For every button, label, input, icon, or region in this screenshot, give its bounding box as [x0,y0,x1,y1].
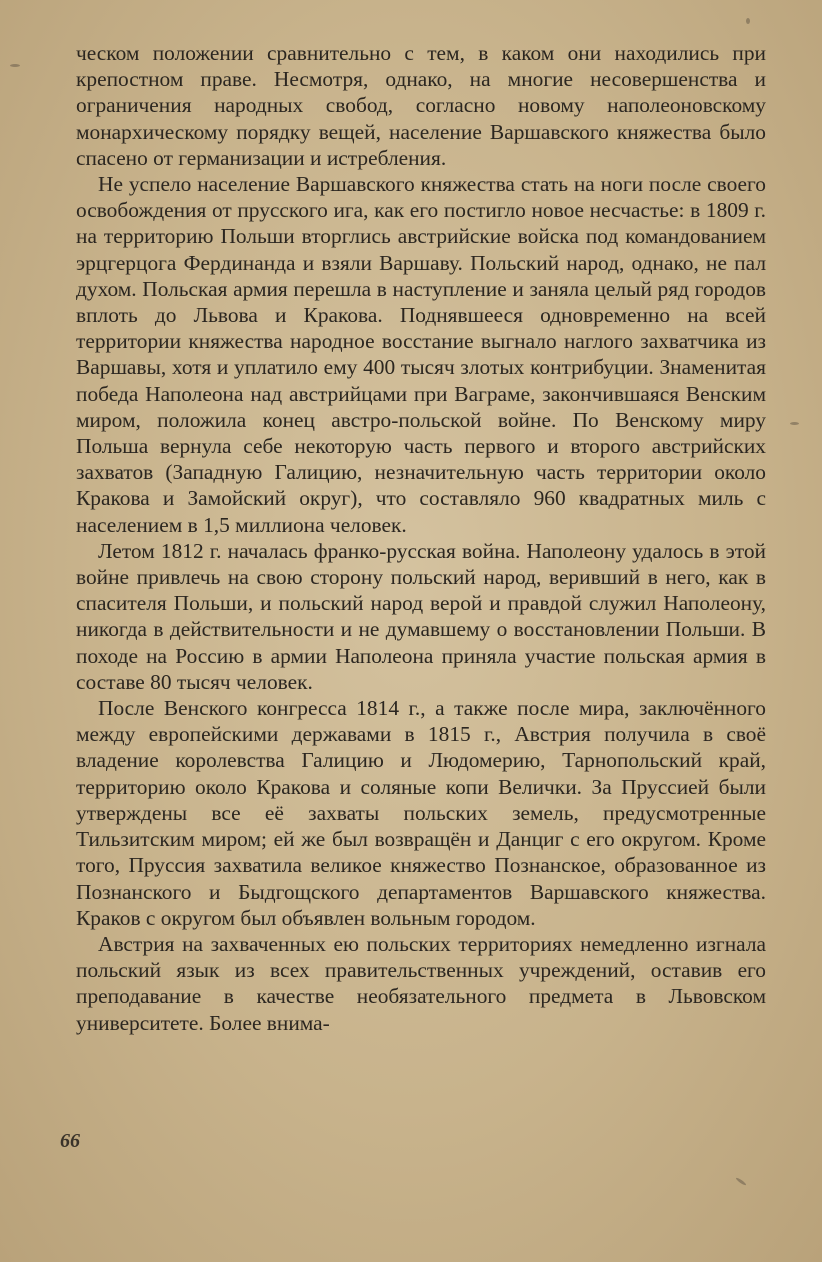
ink-smudge-top-right [746,18,750,24]
paragraph-3: Летом 1812 г. началась франко-русская война. Наполеону удалось в этой войне привлечь на свою сторону польский народ, веривший в него, как в спасителя Польши, и польский народ верой и правдой служил Наполеону, никогда в действительности и не думавшему о восстановлении Польши. В походе на Россию в армии Наполеона приняла участие польская армия в составе 80 тысяч человек. [76,538,766,694]
ink-smudge-bottom-right [735,1177,747,1186]
page-body-text [76,40,766,1036]
ink-smudge-left-margin [10,64,20,67]
page-number: 66 [60,1130,80,1152]
paragraph-5: Австрия на захваченных ею польских территориях немедленно изгнала польский язык из всех правительственных учреждений, оставив его преподавание в качестве необязательного предмета в Львовском университете. Более внима- [76,931,766,1035]
paragraph-1: ческом положении сравнительно с тем, в каком они находились при крепостном праве. Несмотря, однако, на многие несовершенства и ограничения народных свобод, согласно новому наполеоновскому монархическому порядку вещей, население Варшавского княжества было спасено от германизации и истребления. [76,41,766,170]
paragraph-2: Не успело население Варшавского княжества стать на ноги после своего освобождения от прусского ига, как его постигло новое несчастье: в 1809 г. на территорию Польши вторглись австрийские войска под командованием эрцгерцога Фердинанда и взяли Варшаву. Польский народ, однако, не пал духом. Польская армия перешла в наступление и заняла целый ряд городов вплоть до Львова и Кракова. Поднявшееся одновременно на всей территории княжества народное восстание выгнало наглого захватчика из Варшавы, хотя и уплатило ему 400 тысяч злотых контрибуции. Знаменитая победа Наполеона над австрийцами при Ваграме, закончившаяся Венским миром, положила конец австро-польской войне. По Венскому миру Польша вернула себе некоторую часть первого и второго австрийских захватов (Западную Галицию, незначительную часть территории около Кракова и Замойский округ), что составляло 960 квадратных миль с населением в 1,5 миллиона человек. [76,172,766,537]
ink-smudge-right-margin [790,422,799,425]
paragraph-4: После Венского конгресса 1814 г., а также после мира, заключённого между европейскими державами в 1815 г., Австрия получила в своё владение королевства Галицию и Людомерию, Тарнопольский край, территорию около Кракова и соляные копи Велички. За Пруссией были утверждены все её захваты польских земель, предусмотренные Тильзитским миром; ей же был возвращён и Данциг с его округом. Кроме того, Пруссия захватила великое княжество Познанское, образованное из Познанского и Быдгощского департаментов Варшавского княжества. Краков с округом был объявлен вольным городом. [76,696,766,930]
